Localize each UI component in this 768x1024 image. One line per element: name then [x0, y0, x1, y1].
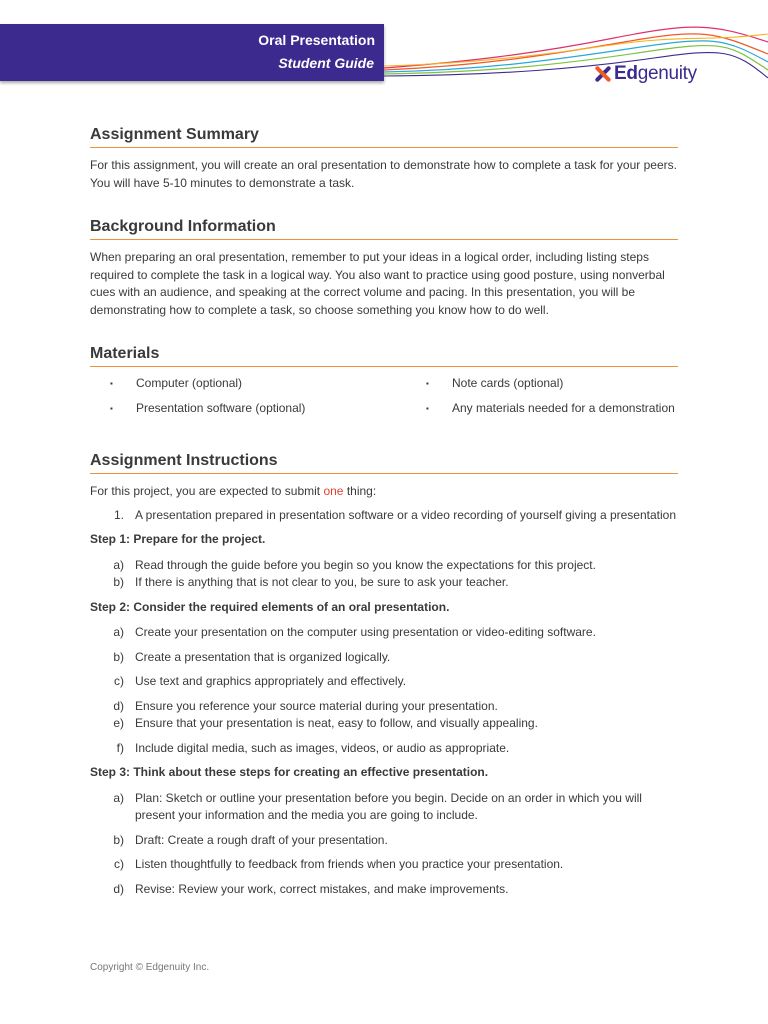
background-text: When preparing an oral presentation, remember to put your ideas in a logical order, including listing steps required to complete the task in a logical way. You also want to practice using good posture, using nonverbal cues with an audience, and speaking at the correct volume and pacing. In this presentation, you will be demonstrating how to complete a task, so choose something you know how to do well.	[90, 250, 665, 317]
section-materials	[90, 345, 678, 424]
logo-x-icon	[594, 65, 612, 83]
bullet-icon: ▪	[426, 379, 429, 388]
list-item: ▪ Any materials needed for a demonstration	[426, 400, 678, 418]
document-body	[90, 126, 678, 898]
copyright-footer: Copyright © Edgenuity Inc.	[90, 962, 210, 973]
edgenuity-logo	[594, 62, 697, 86]
heading-assignment-summary: Assignment Summary	[90, 126, 678, 148]
section-instructions	[90, 452, 678, 898]
list-item: e) Ensure that your presentation is neat, easy to follow, and visually appealing.	[113, 716, 538, 730]
summary-text: For this assignment, you will create an oral presentation to demonstrate how to complete a task for your peers. You will have 5-10 minutes to demonstrate a task.	[90, 158, 677, 190]
wave-line	[384, 34, 768, 70]
step-3-list	[90, 790, 678, 899]
materials-list	[90, 375, 678, 424]
bullet-icon: ▪	[426, 403, 429, 413]
highlight-one: one	[323, 484, 344, 498]
list-item: b) Create a presentation that is organized logically.	[113, 649, 391, 664]
submission-list	[90, 507, 678, 525]
section-background	[90, 218, 678, 319]
instructions-intro: For this project, you are expected to submit one thing:	[90, 484, 377, 498]
heading-assignment-instructions: Assignment Instructions	[90, 452, 678, 474]
step-1-title: Step 1: Prepare for the project.	[90, 532, 266, 546]
heading-background-information: Background Information	[90, 218, 678, 240]
materials-column-left	[90, 375, 426, 424]
title-banner	[0, 24, 384, 81]
step-2-title: Step 2: Consider the required elements of an oral presentation.	[90, 599, 450, 614]
document-title: Oral Presentation	[258, 32, 375, 48]
step-3-title: Step 3: Think about these steps for creating an effective presentation.	[90, 765, 489, 779]
decorative-waves	[384, 18, 768, 88]
list-item: 1. A presentation prepared in presentation software or a video recording of yourself giving a presentation	[113, 507, 676, 522]
list-item: b) Draft: Create a rough draft of your presentation.	[113, 832, 388, 847]
list-item: c) Use text and graphics appropriately and effectively.	[114, 674, 407, 688]
list-item: d) Ensure you reference your source material during your presentation.	[113, 698, 498, 713]
logo-text-ed: Ed	[614, 63, 638, 84]
list-item: a) Plan: Sketch or outline your presentation before you begin. Decide on an order in which you will present your information and the media you are going to include.	[113, 790, 642, 822]
section-summary	[90, 126, 678, 192]
list-item: ▪ Note cards (optional)	[426, 375, 678, 393]
list-item: f) Include digital media, such as images, videos, or audio as appropriate.	[116, 740, 510, 755]
heading-materials: Materials	[90, 345, 678, 367]
list-item: ▪ Presentation software (optional)	[110, 400, 426, 418]
list-item: b) If there is anything that is not clear to you, be sure to ask your teacher.	[113, 575, 509, 589]
bullet-icon: ▪	[110, 379, 113, 388]
list-item: c) Listen thoughtfully to feedback from friends when you practice your presentation.	[114, 857, 564, 871]
materials-column-right	[426, 375, 678, 424]
bullet-icon: ▪	[110, 403, 113, 413]
step-1-list	[90, 557, 678, 592]
list-item: a) Create your presentation on the computer using presentation or video-editing software.	[113, 625, 596, 639]
logo-text-genuity: genuity	[637, 63, 697, 84]
list-item: d) Revise: Review your work, correct mistakes, and make improvements.	[113, 881, 509, 896]
step-2-list	[90, 624, 678, 757]
list-item: ▪ Computer (optional)	[110, 375, 426, 393]
document-subtitle: Student Guide	[278, 55, 374, 71]
list-item: a) Read through the guide before you begin so you know the expectations for this project.	[113, 557, 596, 572]
